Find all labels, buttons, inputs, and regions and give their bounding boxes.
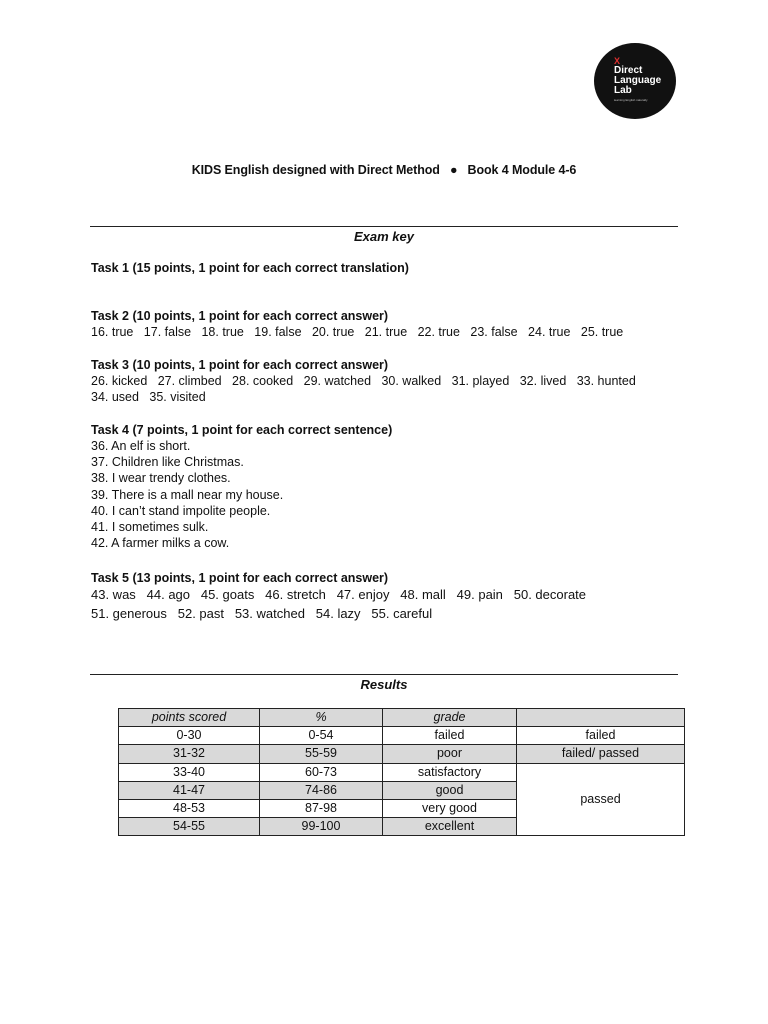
table-row (119, 745, 685, 763)
cell-outcome: failed/ passed (517, 745, 685, 763)
header-book-module: Book 4 Module 4-6 (467, 163, 577, 177)
header-points-scored: points scored (119, 709, 260, 727)
cell-percent: 60-73 (260, 763, 383, 781)
task-4-answer: 38. I wear trendy clothes. (91, 471, 231, 486)
task-1-title: Task 1 (15 points, 1 point for each correct translation) (91, 261, 409, 275)
document-header (0, 163, 768, 177)
task-3 (91, 357, 691, 405)
task-4-answer: 40. I can’t stand impolite people. (91, 503, 271, 518)
cell-points: 54-55 (119, 818, 260, 836)
cell-points: 0-30 (119, 727, 260, 745)
task-4 (91, 422, 691, 551)
cell-grade: satisfactory (383, 763, 517, 781)
task-4-answer: 37. Children like Christmas. (91, 455, 244, 470)
logo-line-2: Language (614, 75, 662, 86)
logo-line-1: Direct (614, 65, 643, 76)
cell-grade: very good (383, 799, 517, 817)
task-4-title: Task 4 (7 points, 1 point for each correct sentence) (91, 423, 393, 437)
header-outcome (517, 709, 685, 727)
cell-outcome: passed (517, 763, 685, 836)
results-header-row (119, 709, 685, 727)
task-3-title: Task 3 (10 points, 1 point for each correct answer) (91, 358, 389, 372)
task-3-answers-line-2: 34. used 35. visited (91, 390, 206, 405)
task-1 (91, 260, 691, 276)
results-table (118, 708, 685, 836)
task-3-answers-line-1: 26. kicked 27. climbed 28. cooked 29. watched 30. walked 31. played 32. lived 33. hunted (91, 374, 636, 388)
table-row (119, 763, 685, 781)
cell-points: 41-47 (119, 781, 260, 799)
cell-points: 33-40 (119, 763, 260, 781)
task-4-answer: 36. An elf is short. (91, 439, 191, 453)
cell-points: 31-32 (119, 745, 260, 763)
cell-outcome: failed (517, 727, 685, 745)
exam-key-title: Exam key (354, 229, 414, 244)
table-row (119, 727, 685, 745)
task-4-answer: 41. I sometimes sulk. (91, 520, 209, 535)
cell-percent: 55-59 (260, 745, 383, 763)
cell-percent: 87-98 (260, 799, 383, 817)
header-percent: % (260, 709, 383, 727)
cell-grade: excellent (383, 818, 517, 836)
logo-line-3: Lab (614, 85, 632, 96)
task-5-answers-line-1: 43. was 44. ago 45. goats 46. stretch 47. enjoy 48. mall 49. pain 50. decorate (91, 587, 587, 602)
direct-language-lab-logo (594, 43, 676, 119)
header-bullet: ● (449, 163, 458, 177)
task-5-title: Task 5 (13 points, 1 point for each correct answer) (91, 571, 389, 585)
divider-top (90, 226, 678, 227)
task-5 (91, 570, 691, 623)
task-5-answers-line-2: 51. generous 52. past 53. watched 54. lazy 55. careful (91, 605, 433, 621)
results-title: Results (360, 677, 408, 692)
logo-x-mark: X (614, 56, 621, 66)
cell-percent: 74-86 (260, 781, 383, 799)
header-course-title: KIDS English designed with Direct Method (191, 163, 440, 177)
task-4-answer: 42. A farmer milks a cow. (91, 536, 230, 551)
task-2 (91, 308, 691, 340)
header-grade: grade (383, 709, 517, 727)
cell-grade: good (383, 781, 517, 799)
task-2-title: Task 2 (10 points, 1 point for each correct answer) (91, 309, 389, 323)
cell-percent: 99-100 (260, 818, 383, 836)
task-4-answer: 39. There is a mall near my house. (91, 487, 284, 502)
cell-grade: failed (383, 727, 517, 745)
cell-percent: 0-54 (260, 727, 383, 745)
cell-points: 48-53 (119, 799, 260, 817)
logo-tagline: learning English naturally (614, 98, 648, 102)
divider-results (90, 674, 678, 675)
cell-grade: poor (383, 745, 517, 763)
task-2-answers: 16. true 17. false 18. true 19. false 20. true 21. true 22. true 23. false 24. true 25. true (91, 325, 624, 339)
